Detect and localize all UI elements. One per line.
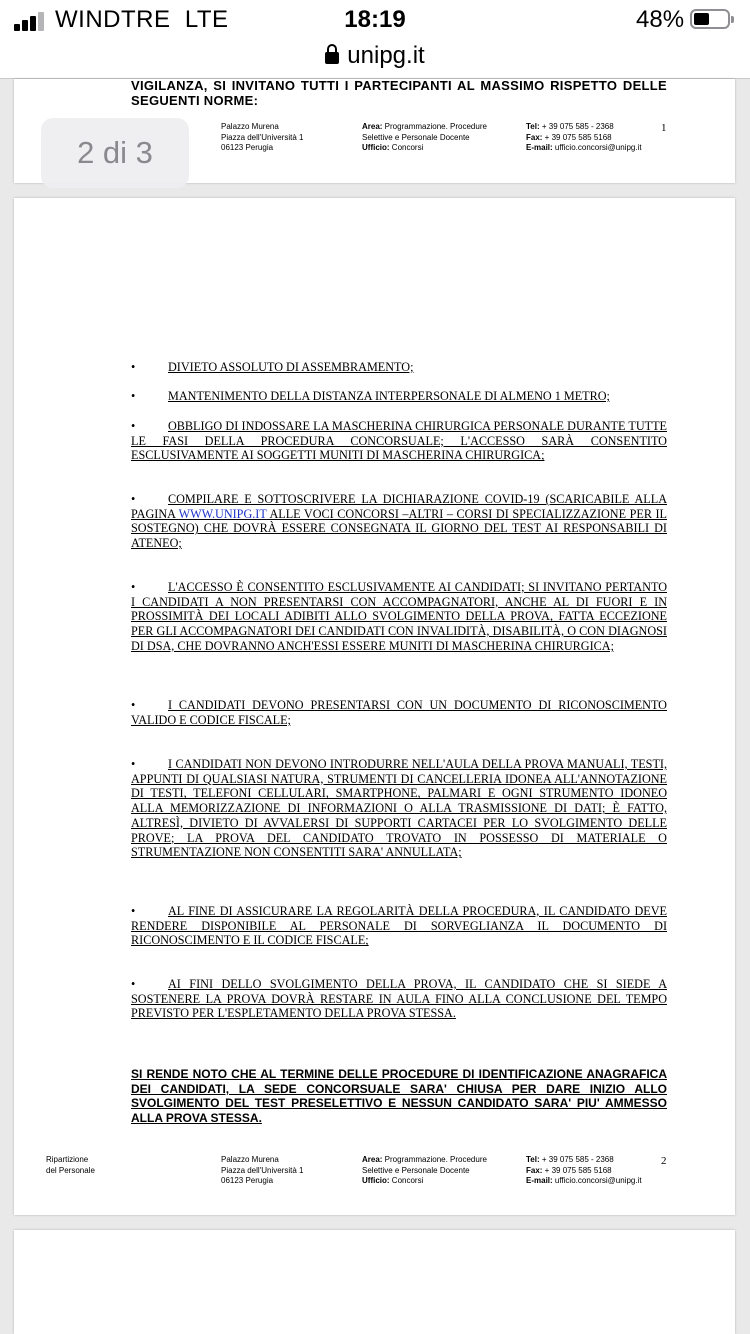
final-notice: SI RENDE NOTO CHE AL TERMINE DELLE PROCEDURE DI IDENTIFICAZIONE ANAGRAFICA DEI CANDIDATI, LA SEDE CONCORSUALE SARA' CHIUSA PER DARE INIZIO ALLO SVOLGIMENTO DEL TEST PRESELETTIVO E NESSUN CANDIDATO SARA' PIU' AMMESSO ALLA PROVA STESSA. [131,1067,667,1126]
page1-footer-address: Palazzo Murena Piazza dell'Università 1 06123 Perugia [221,122,304,152]
page2-footer-area: Area: Programmazione. Procedure Selettive e Personale Docente Ufficio: Concorsi [362,1155,487,1185]
url-display[interactable] [0,42,750,70]
rule-item: • MANTENIMENTO DELLA DISTANZA INTERPERSONALE DI ALMENO 1 METRO; [131,389,610,403]
url-text: unipg.it [347,42,425,69]
unipg-link[interactable]: WWW.UNIPG.IT [178,506,267,521]
battery-percentage: 48% [636,6,685,33]
pdf-page-3 [14,1230,735,1334]
page1-footer-area: Area: Programmazione. Procedure Selettive e Personale Docente Ufficio: Concorsi [362,122,487,152]
rule-item: • L'ACCESSO È CONSENTITO ESCLUSIVAMENTE AI CANDIDATI; SI INVITANO PERTANTO I CANDIDATI A NON PRESENTARSI CON ACCOMPAGNATORI, ANCHE AL DI FUORI E IN PROSSIMITÀ DEI LOCALI ADIBITI ALLO SVOLGIMENTO DELLA PROVA, FATTA ECCEZIONE PER GLI ACCOMPAGNATORI DEI CANDIDATI CON INVALIDITÀ, DISABILITÀ, O CON DIAGNOSI DI DSA, CHE DOVRANNO ANCH'ESSI ESSERE MUNITI DI MASCHERINA CHIRURGICA; [131,580,667,653]
rule-item: • OBBLIGO DI INDOSSARE LA MASCHERINA CHIRURGICA PERSONALE DURANTE TUTTE LE FASI DELLA PROCEDURA CONCORSUALE; L'ACCESSO SARÀ CONSENTITO ESCLUSIVAMENTE AI SOGGETTI MUNITI DI MASCHERINA CHIRURGICA; [131,419,667,463]
page2-footer-address: Palazzo Murena Piazza dell'Università 1 06123 Perugia [221,1155,304,1185]
page-indicator: 2 di 3 [41,118,189,188]
rule-item: • AI FINI DELLO SVOLGIMENTO DELLA PROVA, IL CANDIDATO CHE SI SIEDE A SOSTENERE LA PROVA DOVRÀ RESTARE IN AULA FINO ALLA CONCLUSIONE DEL TEMPO PREVISTO PER L'ESPLETAMENTO DELLA PROVA STESSA. [131,977,667,1021]
rule-item: • DIVIETO ASSOLUTO DI ASSEMBRAMENTO; [131,360,414,374]
rule-item: • COMPILARE E SOTTOSCRIVERE LA DICHIARAZIONE COVID-19 (SCARICABILE ALLA PAGINA WWW.UNIPG.IT ALLE VOCI CONCORSI –ALTRI – CORSI DI SPECIALIZZAZIONE PER IL SOSTEGNO) CHE DOVRÀ ESSERE CONSEGNATA IL GIORNO DEL TEST AI RESPONSABILI DI ATENEO; [131,492,667,551]
address-bar[interactable] [0,40,750,79]
page1-number: 1 [661,122,667,134]
page2-number: 2 [661,1155,667,1167]
rule-item: • I CANDIDATI NON DEVONO INTRODURRE NELL'AULA DELLA PROVA MANUALI, TESTI, APPUNTI DI QUALSIASI NATURA, STRUMENTI DI CANCELLERIA IDONEA ALL'ANNOTAZIONE DI TESTI, TELEFONI CELLULARI, SMARTPHONE, PALMARI E OGNI STRUMENTO IDONEO ALLA MEMORIZZAZIONE DI INFORMAZIONI O ALLA TRASMISSIONE DI DATI; È FATTO, ALTRESÌ, DIVIETO DI AVVALERSI DI SUPPORTI CARTACEI PER LO SVOLGIMENTO DELLE PROVE; LA PROVA DEL CANDIDATO TROVATO IN POSSESSO DI MATERIALE O STRUMENTAZIONE NON CONSENTITI SARA' ANNULLATA; [131,757,667,860]
page1-heading: VIGILANZA, SI INVITANO TUTTI I PARTECIPANTI AL MASSIMO RISPETTO DELLE SEGUENTI NORME: [131,78,667,108]
carrier-label: WINDTRE LTE [55,6,229,33]
clock: 18:19 [344,6,406,33]
page2-footer-contacts: Tel: + 39 075 585 - 2368 Fax: + 39 075 585 5168 E-mail: ufficio.concorsi@unipg.it [526,1155,642,1185]
rule-item: • AL FINE DI ASSICURARE LA REGOLARITÀ DELLA PROCEDURA, IL CANDIDATO DEVE RENDERE DISPONIBILE AL PERSONALE DI SORVEGLIANZA IL DOCUMENTO DI RICONOSCIMENTO E IL CODICE FISCALE; [131,904,667,948]
page1-footer-contacts: Tel: + 39 075 585 - 2368 Fax: + 39 075 585 5168 E-mail: ufficio.concorsi@unipg.it [526,122,642,152]
status-bar [0,0,750,40]
lock-icon [325,52,339,64]
battery-icon [690,9,730,29]
page2-footer-dept: Ripartizione del Personale [46,1155,95,1175]
rule-item: • I CANDIDATI DEVONO PRESENTARSI CON UN DOCUMENTO DI RICONOSCIMENTO VALIDO E CODICE FISCALE; [131,698,667,727]
